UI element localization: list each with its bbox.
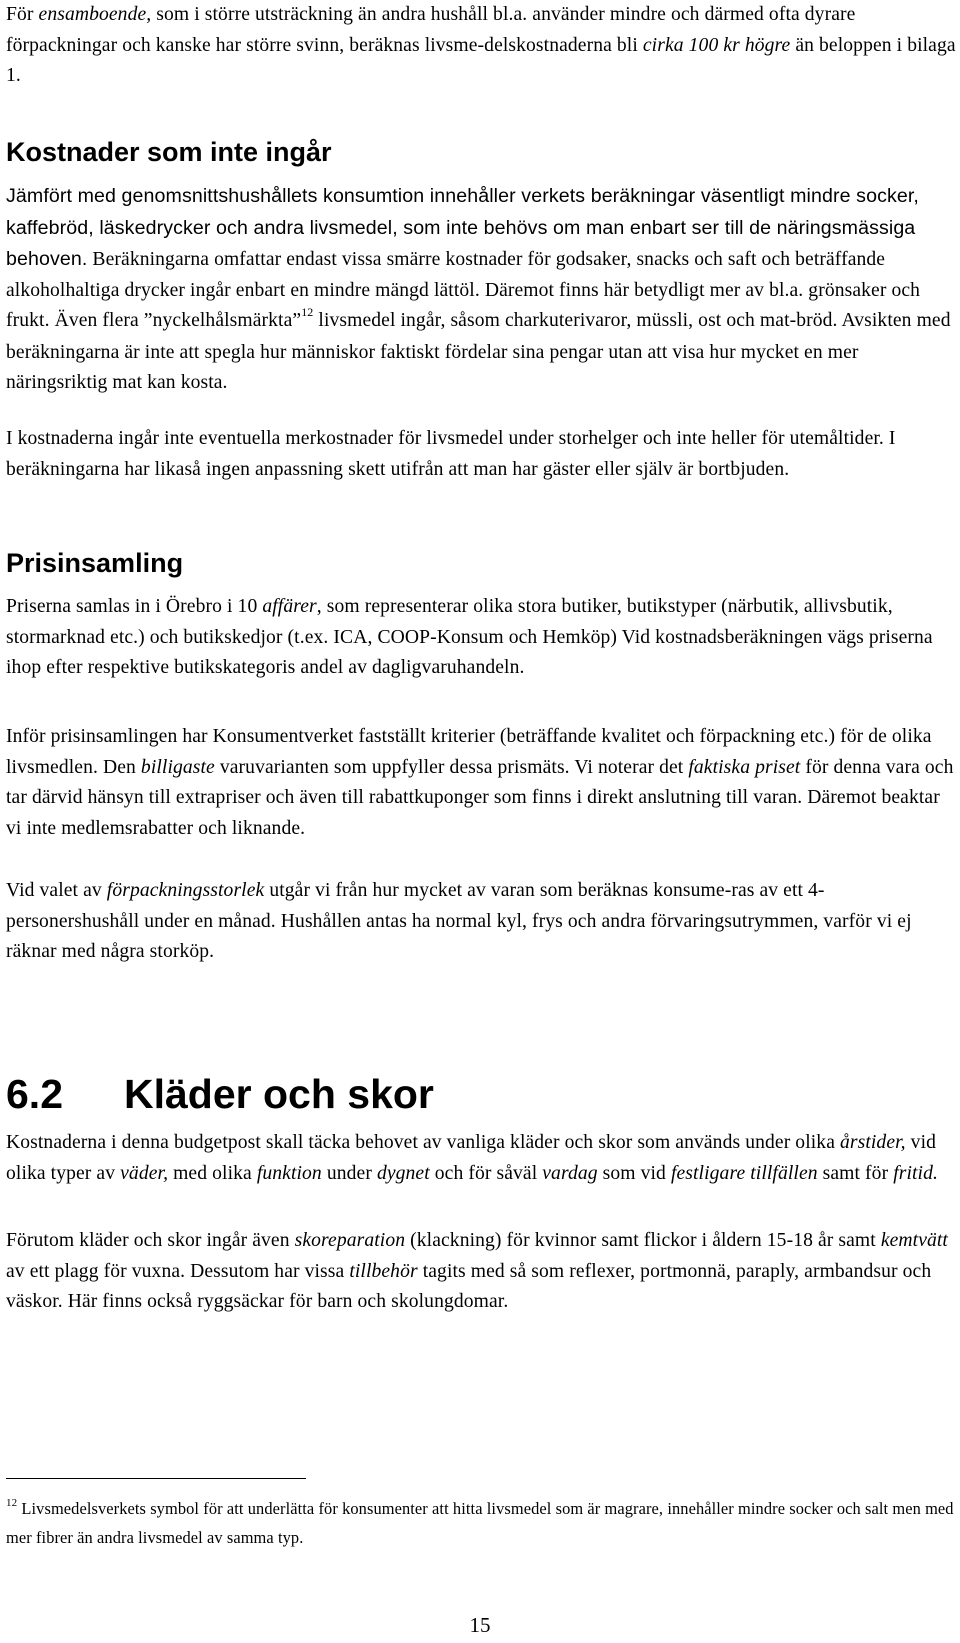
text-run: utgår vi från hur mycket av varan som beräknas konsume-ras av ett 4-personershushåll under en månad. Hushållen antas ha normal kyl, frys och andra förvaringsutrymmen, varför vi ej räknar med några storköp. — [6, 880, 912, 962]
costs-paragraph-1 — [6, 181, 956, 399]
emphasis: affärer — [262, 596, 317, 617]
text-run: med olika — [168, 1162, 257, 1184]
section-costs-para2-block — [6, 424, 956, 485]
text-run: som i större utsträckning än andra hushåll bl.a. använder mindre och därmed ofta dyrare förpackningar och kanske har större svinn, beräknas livsme-delskostnaderna bli — [6, 4, 856, 56]
section-clothes-heading-block — [6, 1070, 956, 1118]
emphasis: faktiska priset — [688, 756, 801, 778]
intro-paragraph — [6, 0, 956, 92]
clothes-paragraph-1 — [6, 1128, 956, 1189]
emphasis: fritid. — [893, 1162, 938, 1184]
section-prices-heading-block — [6, 546, 956, 580]
text-run: för denna vara och tar därvid hänsyn till extrapriser och även till rabattkuponger som finns i direkt anslutning till varan. Däremot beaktar vi inte medlemsrabatter och liknande. — [6, 756, 954, 839]
emphasis: tillbehör — [349, 1260, 418, 1282]
text-run: tagits med så som reflexer, portmonnä, paraply, armbandsur och väskor. Här finns också ryggsäckar för barn och skolungdomar. — [6, 1260, 932, 1312]
intro-paragraph-block — [6, 0, 956, 92]
emphasis: årstider, — [840, 1132, 906, 1153]
text-run: , som representerar olika stora butiker, butikstyper (närbutik, allivsbutik, stormarknad etc.) och butikskedjor (t.ex. ICA, COOP-Konsum och Hemköp) Vid kostnadsberäkningen vägs priserna ihop efter respektive butikskategoris andel av dagligvaruhandeln. — [6, 596, 933, 678]
footnote-marker: 12 — [6, 1497, 18, 1509]
footnote-block — [6, 1496, 956, 1550]
footnote-reference: 12 — [301, 305, 314, 319]
text-run: varuvarianten som uppfyller dessa prismäts. Vi noterar det — [214, 756, 689, 778]
footnote — [6, 1496, 956, 1550]
prices-paragraph-2 — [6, 722, 956, 844]
section-clothes-para1-block — [6, 1128, 956, 1189]
prices-paragraph-3 — [6, 876, 956, 968]
section-costs-heading-block — [6, 135, 956, 169]
section-prices-para3-block — [6, 876, 956, 968]
text-run: livsmedel ingår, såsom charkuterivaror, müssli, ost och mat-bröd. Avsikten med beräkningarna är inte att spegla hur människor faktiskt fördelar sina pengar utan att visa hur mycket en mer näringsriktig mat kan kosta. — [6, 310, 951, 393]
text-run: Vid valet av — [6, 880, 107, 901]
section-prices-para1-block — [6, 592, 956, 684]
emphasis: ensamboende, — [38, 4, 152, 25]
section-prices-para2-block — [6, 722, 956, 844]
emphasis: cirka 100 kr högre — [642, 34, 791, 56]
page-number: 15 — [469, 1613, 491, 1637]
footnote-text: Livsmedelsverkets symbol för att underlätta för konsumenter att hitta livsmedel som är magrare, innehåller mindre socker och salt men med mer fibrer än andra livsmedel av samma typ. — [6, 1499, 954, 1547]
chapter-heading — [6, 1070, 956, 1118]
text-run: och för såväl — [429, 1162, 543, 1184]
text-run: av ett plagg för vuxna. Dessutom har vissa — [6, 1260, 350, 1282]
text-run: Kostnaderna i denna budgetpost skall täcka behovet av vanliga kläder och skor som används under olika — [6, 1132, 840, 1153]
section-clothes-para2-block — [6, 1226, 956, 1318]
clothes-paragraph-2 — [6, 1226, 956, 1318]
text-run: som vid — [597, 1162, 671, 1184]
footnote-separator — [6, 1478, 306, 1479]
text-run: Beräkningarna omfattar endast vissa smärre kostnader för godsaker, snacks och saft och beträffande alkoholhaltiga drycker ingår enbart en mindre mängd lättöl. Däremot finns här betydligt mer av bl.a. grönsaker och frukt. Även flera ”nyckelhålsmärkta” — [6, 249, 921, 331]
section-costs-para1-block — [6, 181, 956, 399]
text-run: under — [321, 1162, 377, 1184]
emphasis: billigaste — [140, 756, 215, 778]
text-run-sans: Jämfört med genomsnittshushållets konsumtion innehåller verkets beräkningar väsentligt mindre socker, kaffebröd, läskedrycker och andra livsmedel, som inte behövs om man enbart ser till de näringsmässiga behoven. — [6, 185, 919, 270]
chapter-title: Kläder och skor — [124, 1071, 434, 1117]
chapter-number: 6.2 — [6, 1071, 63, 1117]
costs-paragraph-2: I kostnaderna ingår inte eventuella merkostnader för livsmedel under storhelger och inte heller för utemåltider. I beräkningarna har likaså ingen anpassning skett utifrån att man har gäster eller själv är bortbjuden. — [6, 428, 896, 480]
emphasis: dygnet — [376, 1162, 430, 1184]
prices-paragraph-1 — [6, 592, 956, 684]
text-run: Förutom kläder och skor ingår även — [6, 1230, 295, 1251]
section-heading-costs: Kostnader som inte ingår — [6, 137, 332, 167]
text-run: samt för — [817, 1162, 894, 1184]
emphasis: kemtvätt — [880, 1230, 948, 1251]
text-run: än beloppen i bilaga 1. — [6, 34, 956, 86]
emphasis: festligare tillfällen — [670, 1162, 818, 1184]
emphasis: förpackningsstorlek — [106, 880, 265, 901]
emphasis: skoreparation — [294, 1230, 406, 1251]
text-run: Priserna samlas in i Örebro i 10 — [6, 596, 263, 617]
emphasis: funktion — [256, 1162, 322, 1184]
emphasis: väder, — [120, 1162, 169, 1184]
section-heading-prices: Prisinsamling — [6, 548, 184, 578]
text-run: vid olika typer av — [6, 1132, 937, 1184]
text-run: (klackning) för kvinnor samt flickor i åldern 15-18 år samt — [405, 1230, 881, 1251]
emphasis: vardag — [542, 1162, 598, 1184]
text-run: Inför prisinsamlingen har Konsumentverket fastställt kriterier (beträffande kvalitet och förpackning etc.) för de olika livsmedlen. Den — [6, 726, 932, 778]
text-run: För — [6, 4, 39, 25]
